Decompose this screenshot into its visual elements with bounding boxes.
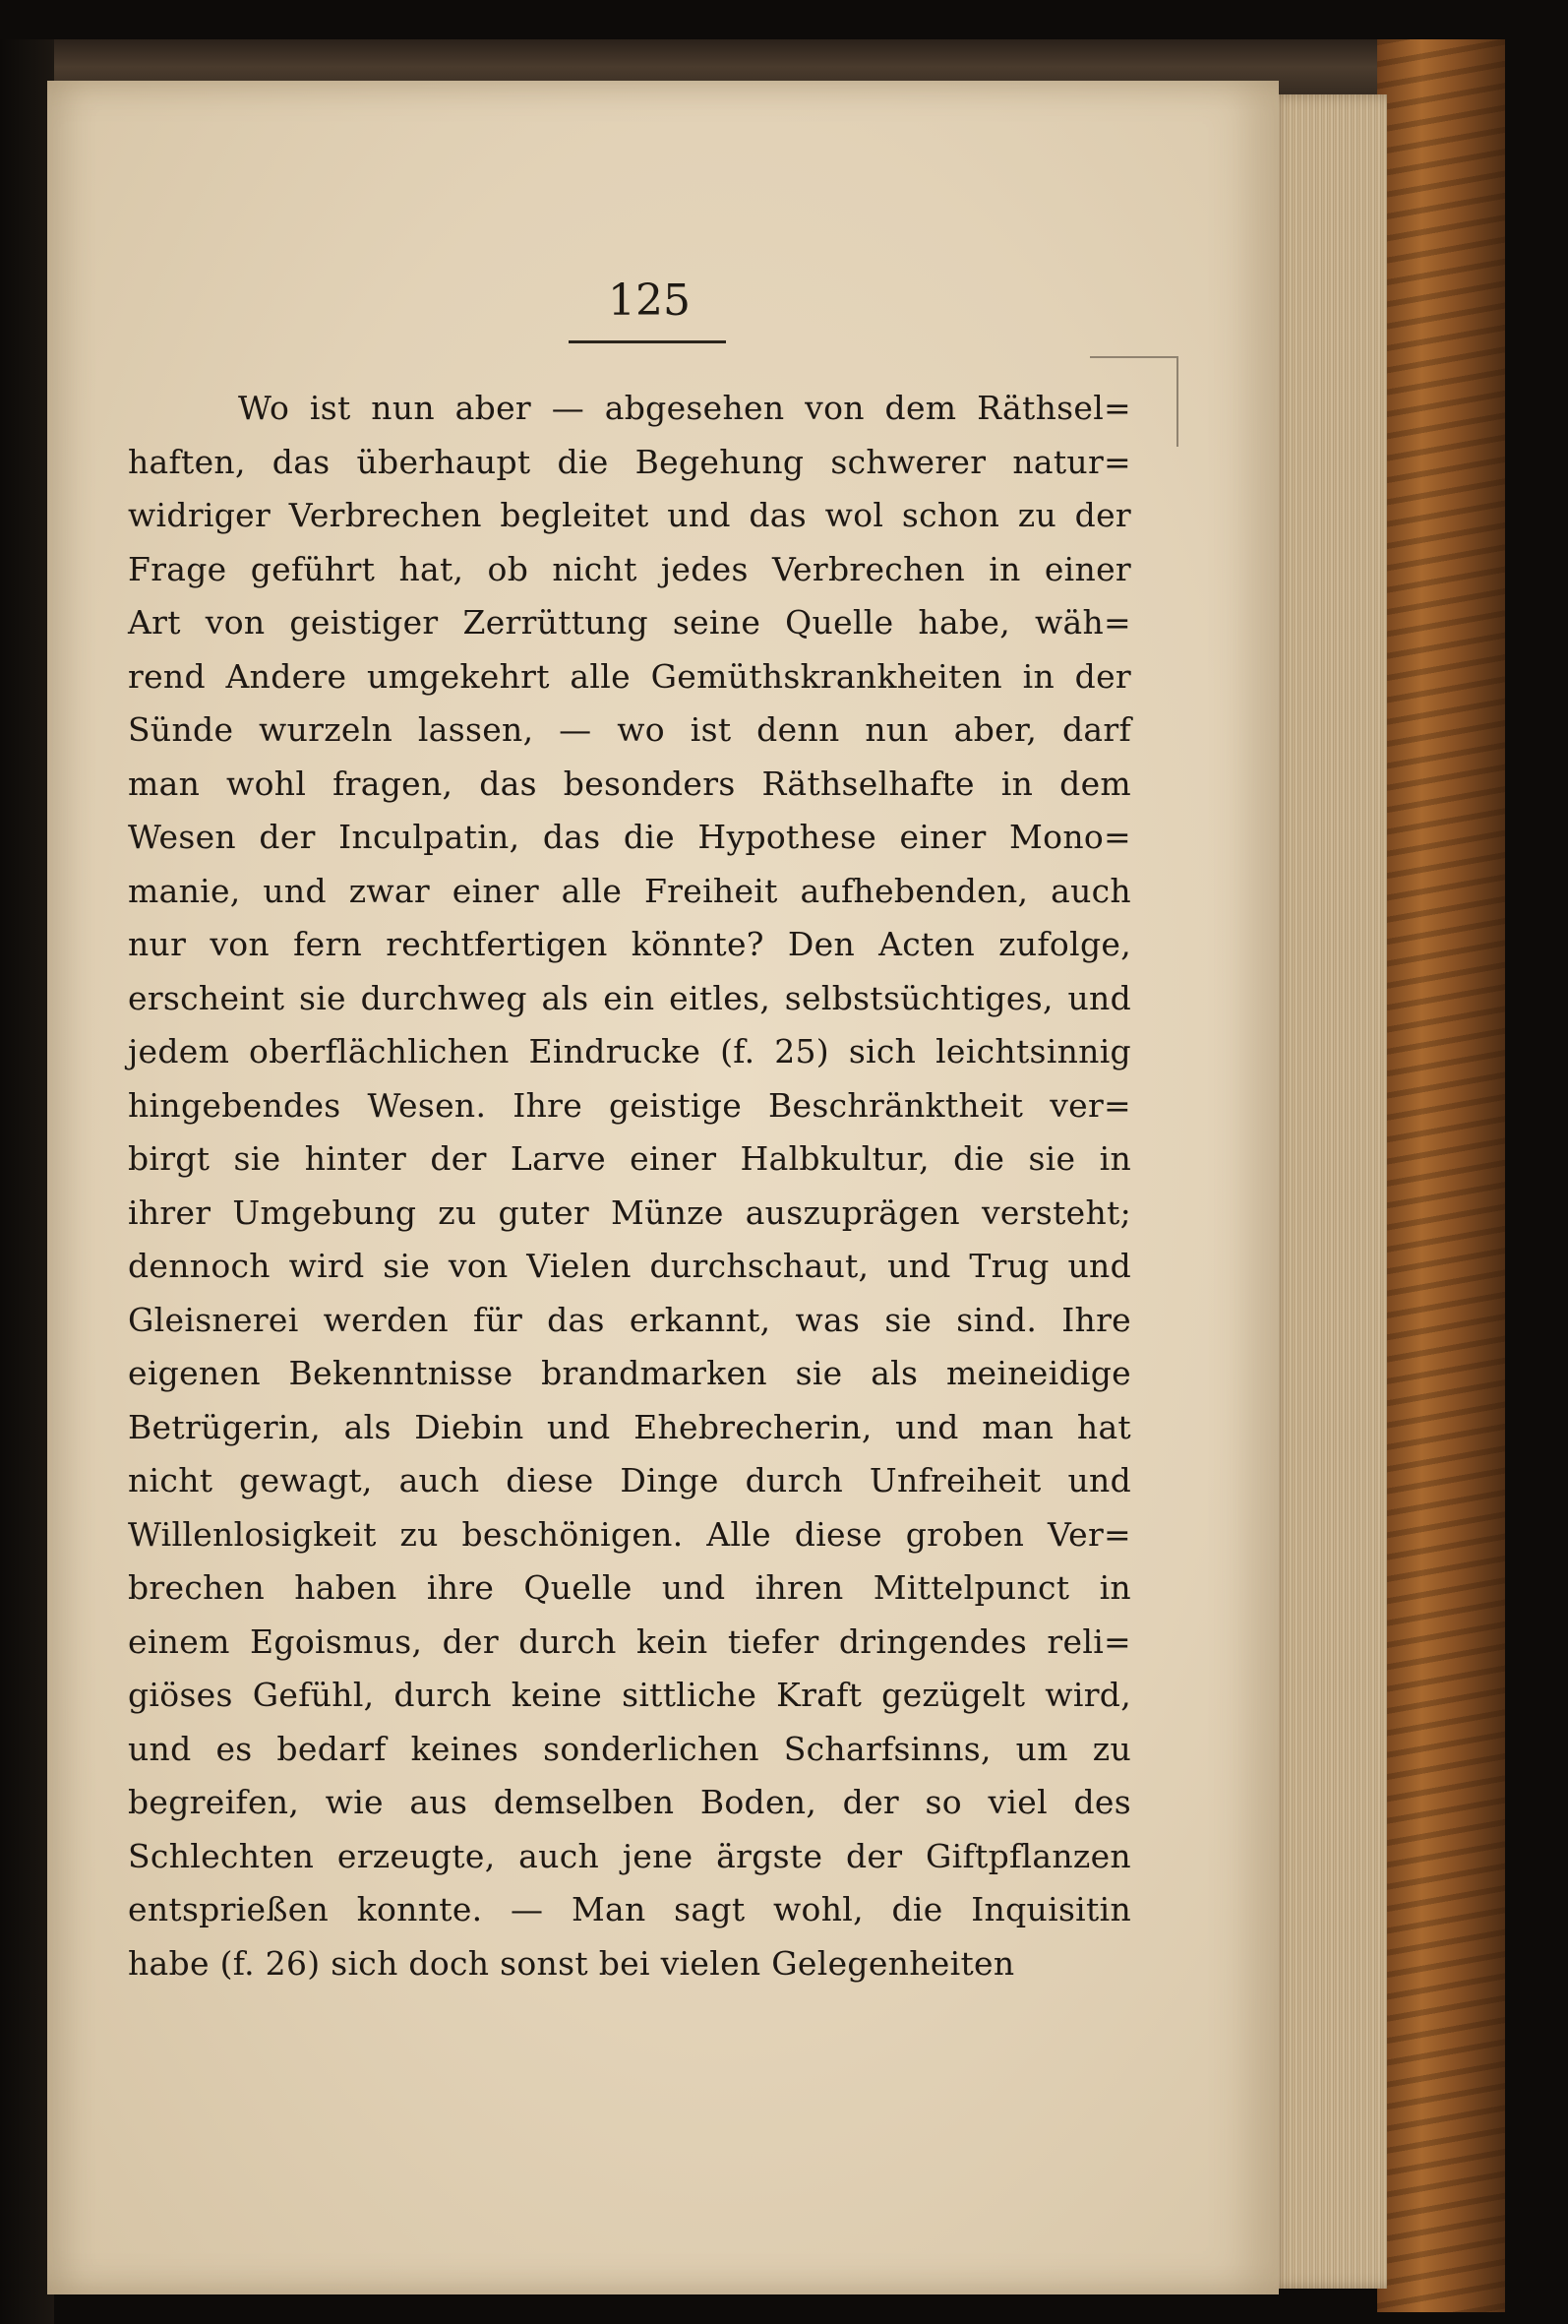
- text-line: Gleisnerei werden für das erkannt, was sie sind. Ihre: [128, 1300, 1131, 1339]
- text-line: hingebendes Wesen. Ihre geistige Beschränktheit ver=: [128, 1085, 1131, 1125]
- text-line: giöses Gefühl, durch keine sittliche Kraft gezügelt wird,: [128, 1676, 1131, 1714]
- text-line: dennoch wird sie von Vielen durchschaut, und Trug und: [128, 1247, 1131, 1285]
- text-line: begreifen, wie aus demselben Boden, der so viel des: [128, 1783, 1131, 1821]
- text-line: Schlechten erzeugte, auch jene ärgste der Giftpflanzen: [128, 1836, 1131, 1875]
- text-line: Art von geistiger Zerrüttung seine Quelle habe, wäh=: [128, 603, 1131, 642]
- text-line: birgt sie hinter der Larve einer Halbkultur, die sie in: [128, 1139, 1131, 1178]
- text-line: Wesen der Inculpatin, das die Hypothese einer Mono=: [128, 818, 1131, 856]
- body-text: [128, 382, 1131, 1990]
- text-line: Sünde wurzeln lassen, — wo ist denn nun aber, darf: [128, 710, 1131, 749]
- text-line: brechen haben ihre Quelle und ihren Mittelpunct in: [128, 1568, 1131, 1607]
- text-line: nicht gewagt, auch diese Dinge durch Unfreiheit und: [128, 1461, 1131, 1499]
- leather-cover-right: [1377, 39, 1505, 2312]
- header-rule: [569, 340, 726, 343]
- page-number: 125: [608, 275, 691, 326]
- text-line: widriger Verbrechen begleitet und das wol schon zu der: [128, 496, 1131, 534]
- text-line: entsprießen konnte. — Man sagt wohl, die Inquisitin: [128, 1890, 1131, 1928]
- text-line: Betrügerin, als Diebin und Ehebrecherin, und man hat: [128, 1407, 1131, 1446]
- book-cover-left-edge: [0, 39, 54, 2324]
- text-line: man wohl fragen, das besonders Räthselhafte in dem: [128, 764, 1131, 803]
- text-line: manie, und zwar einer alle Freiheit aufhebenden, auch: [128, 871, 1131, 910]
- text-line: rend Andere umgekehrt alle Gemüthskrankheiten in der: [128, 656, 1131, 696]
- text-line: Frage geführt hat, ob nicht jedes Verbrechen in einer: [128, 549, 1131, 588]
- text-line: Willenlosigkeit zu beschönigen. Alle diese groben Ver=: [128, 1514, 1131, 1554]
- text-line: einem Egoismus, der durch kein tiefer dringendes reli=: [128, 1621, 1131, 1661]
- text-line: erscheint sie durchweg als ein eitles, selbstsüchtiges, und: [128, 978, 1131, 1017]
- text-line: haften, das überhaupt die Begehung schwerer natur=: [128, 442, 1131, 481]
- text-line: jedem oberflächlichen Eindrucke (f. 25) sich leichtsinnig: [128, 1032, 1131, 1070]
- text-line: ihrer Umgebung zu guter Münze auszuprägen versteht;: [128, 1193, 1131, 1232]
- text-line: habe (f. 26) sich doch sonst bei vielen Gelegenheiten: [128, 1943, 1015, 1983]
- page-edges: [1269, 94, 1387, 2289]
- text-line: und es bedarf keines sonderlichen Scharfsinns, um zu: [128, 1729, 1131, 1768]
- text-line: eigenen Bekenntnisse brandmarken sie als meineidige: [128, 1354, 1131, 1392]
- text-line: nur von fern rechtfertigen könnte? Den Acten zufolge,: [128, 925, 1131, 963]
- text-line: Wo ist nun aber — abgesehen von dem Räthsel=: [238, 389, 1131, 427]
